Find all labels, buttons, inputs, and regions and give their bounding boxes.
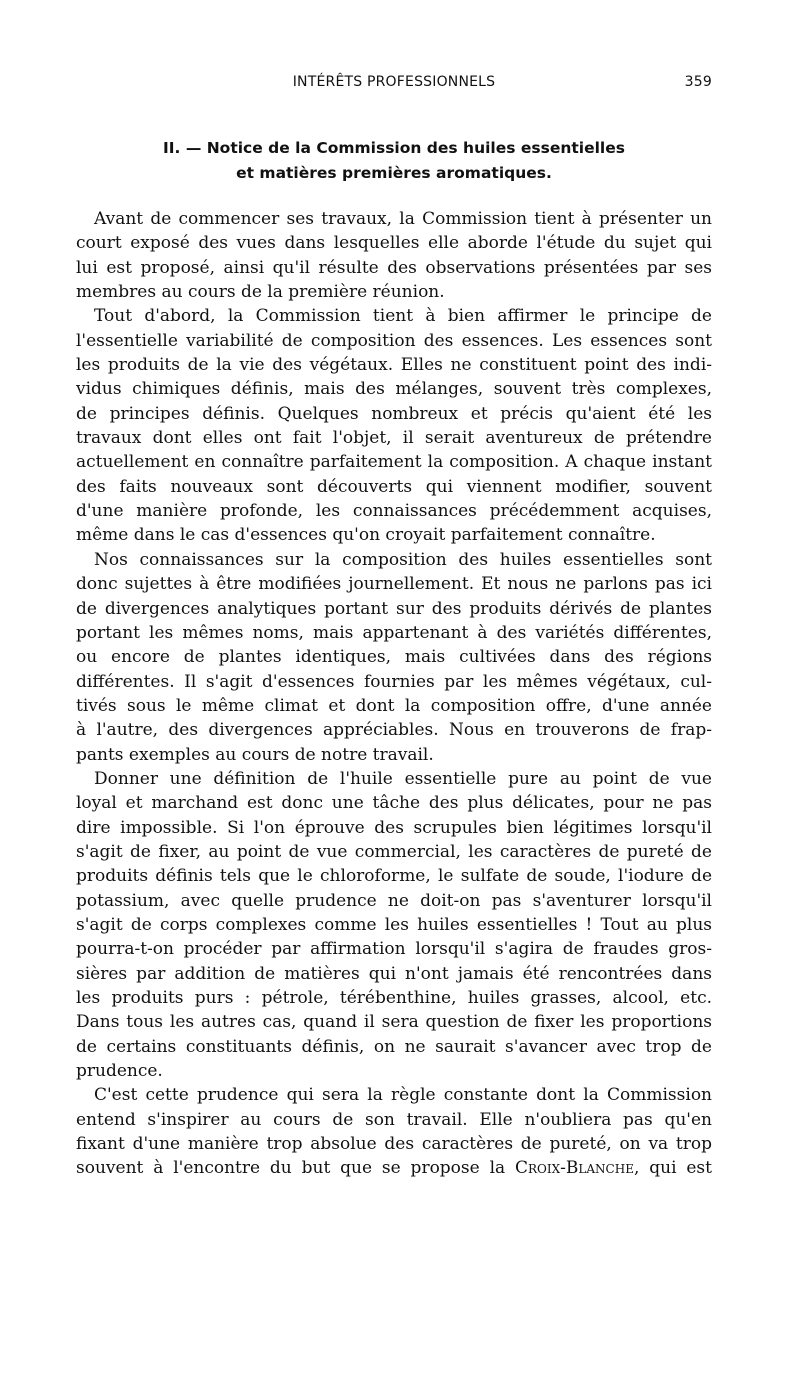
text-line: court exposé des vues dans lesquelles elle aborde l'étude du sujet qui [76,233,712,254]
paragraph [76,304,712,547]
text-line: membres au cours de la première réunion. [76,282,445,303]
paragraph [76,767,712,1083]
section-title-line: II. — Notice de la Commission des huiles essentielles [163,139,625,157]
text-line: l'essentielle variabilité de composition des essences. Les essences sont [76,330,712,351]
text-line: les produits de la vie des végétaux. Elles ne constituent point des indi- [76,355,712,376]
text-line: portant les mêmes noms, mais appartenant à des variétés différentes, [76,622,712,643]
text-line: s'agit de corps complexes comme les huiles essentielles ! Tout au plus [76,914,712,935]
text-line: Tout d'abord, la Commission tient à bien affirmer le principe de [94,306,712,327]
text-line: entend s'inspirer au cours de son travail. Elle n'oubliera pas qu'en [76,1109,712,1130]
text-line: Dans tous les autres cas, quand il sera question de fixer les proportions [76,1012,712,1033]
text-line: lui est proposé, ainsi qu'il résulte des observations présentées par ses [76,257,712,278]
page-number: 359 [684,74,712,90]
text-line: s'agit de fixer, au point de vue commercial, les caractères de pureté de [76,841,712,862]
running-head [76,74,712,96]
text-line: de certains constituants définis, on ne saurait s'avancer avec trop de [76,1036,712,1057]
text-line: de principes définis. Quelques nombreux et précis qu'aient été les [76,403,712,424]
text-line: pants exemples au cours de notre travail. [76,744,434,765]
text-line: travaux dont elles ont fait l'objet, il serait aventureux de prétendre [76,428,712,449]
text-line: prudence. [76,1061,163,1082]
text-line: pourra-t-on procéder par affirmation lorsqu'il s'agira de fraudes gros- [76,939,712,960]
organization-name: Croix-Blanche [515,1158,634,1179]
text-line: d'une manière profonde, les connaissances précédemment acquises, [76,501,712,522]
text-line: de divergences analytiques portant sur des produits dérivés de plantes [76,598,712,619]
text-line: dire impossible. Si l'on éprouve des scrupules bien légitimes lorsqu'il [76,817,712,838]
paragraph-list [76,207,712,1083]
text-line: fixant d'une manière trop absolue des caractères de pureté, on va trop [76,1134,712,1155]
text-line: actuellement en connaître parfaitement la composition. A chaque instant [76,452,712,473]
text-line: produits définis tels que le chloroforme, le sulfate de soude, l'iodure de [76,866,712,887]
running-title: INTÉRÊTS PROFESSIONNELS [292,74,496,90]
text-line: tivés sous le même climat et dont la composition offre, d'une année [76,695,712,716]
text-line: même dans le cas d'essences qu'on croyait parfaitement connaître. [76,525,656,546]
text-line: ou encore de plantes identiques, mais cultivées dans des régions [76,647,712,668]
text-line: C'est cette prudence qui sera la règle constante dont la Commission [94,1085,712,1106]
text-line: des faits nouveaux sont découverts qui viennent modifier, souvent [76,476,712,497]
text-line: donc sujettes à être modifiées journellement. Et nous ne parlons pas ici [76,574,712,595]
text-line: à l'autre, des divergences appréciables. Nous en trouverons de frap- [76,720,712,741]
section-title-line: et matières premières aromatiques. [236,164,552,182]
text-line [76,1156,712,1180]
text-line: vidus chimiques définis, mais des mélanges, souvent très complexes, [76,379,712,400]
text-line: les produits purs : pétrole, térébenthine, huiles grasses, alcool, etc. [76,988,712,1008]
paragraph [76,207,712,304]
text-line: Avant de commencer ses travaux, la Commission tient à présenter un [94,209,712,229]
text-line: potassium, avec quelle prudence ne doit-on pas s'aventurer lorsqu'il [76,890,712,911]
paragraph [76,548,712,767]
text-line: Nos connaissances sur la composition des huiles essentielles sont [94,549,712,570]
body-text [76,207,712,1181]
text-line: sières par addition de matières qui n'ont jamais été rencontrées dans [76,963,712,984]
paragraph [76,1083,712,1180]
text-line: différentes. Il s'agit d'essences fournies par les mêmes végétaux, cul- [76,671,712,692]
section-title [76,136,712,186]
text-segment: , qui est [633,1158,712,1179]
text-line: Donner une définition de l'huile essentielle pure au point de vue [94,768,712,789]
text-segment: souvent à l'encontre du but que se propose la [76,1158,516,1179]
text-line: loyal et marchand est donc une tâche des plus délicates, pour ne pas [76,793,712,814]
